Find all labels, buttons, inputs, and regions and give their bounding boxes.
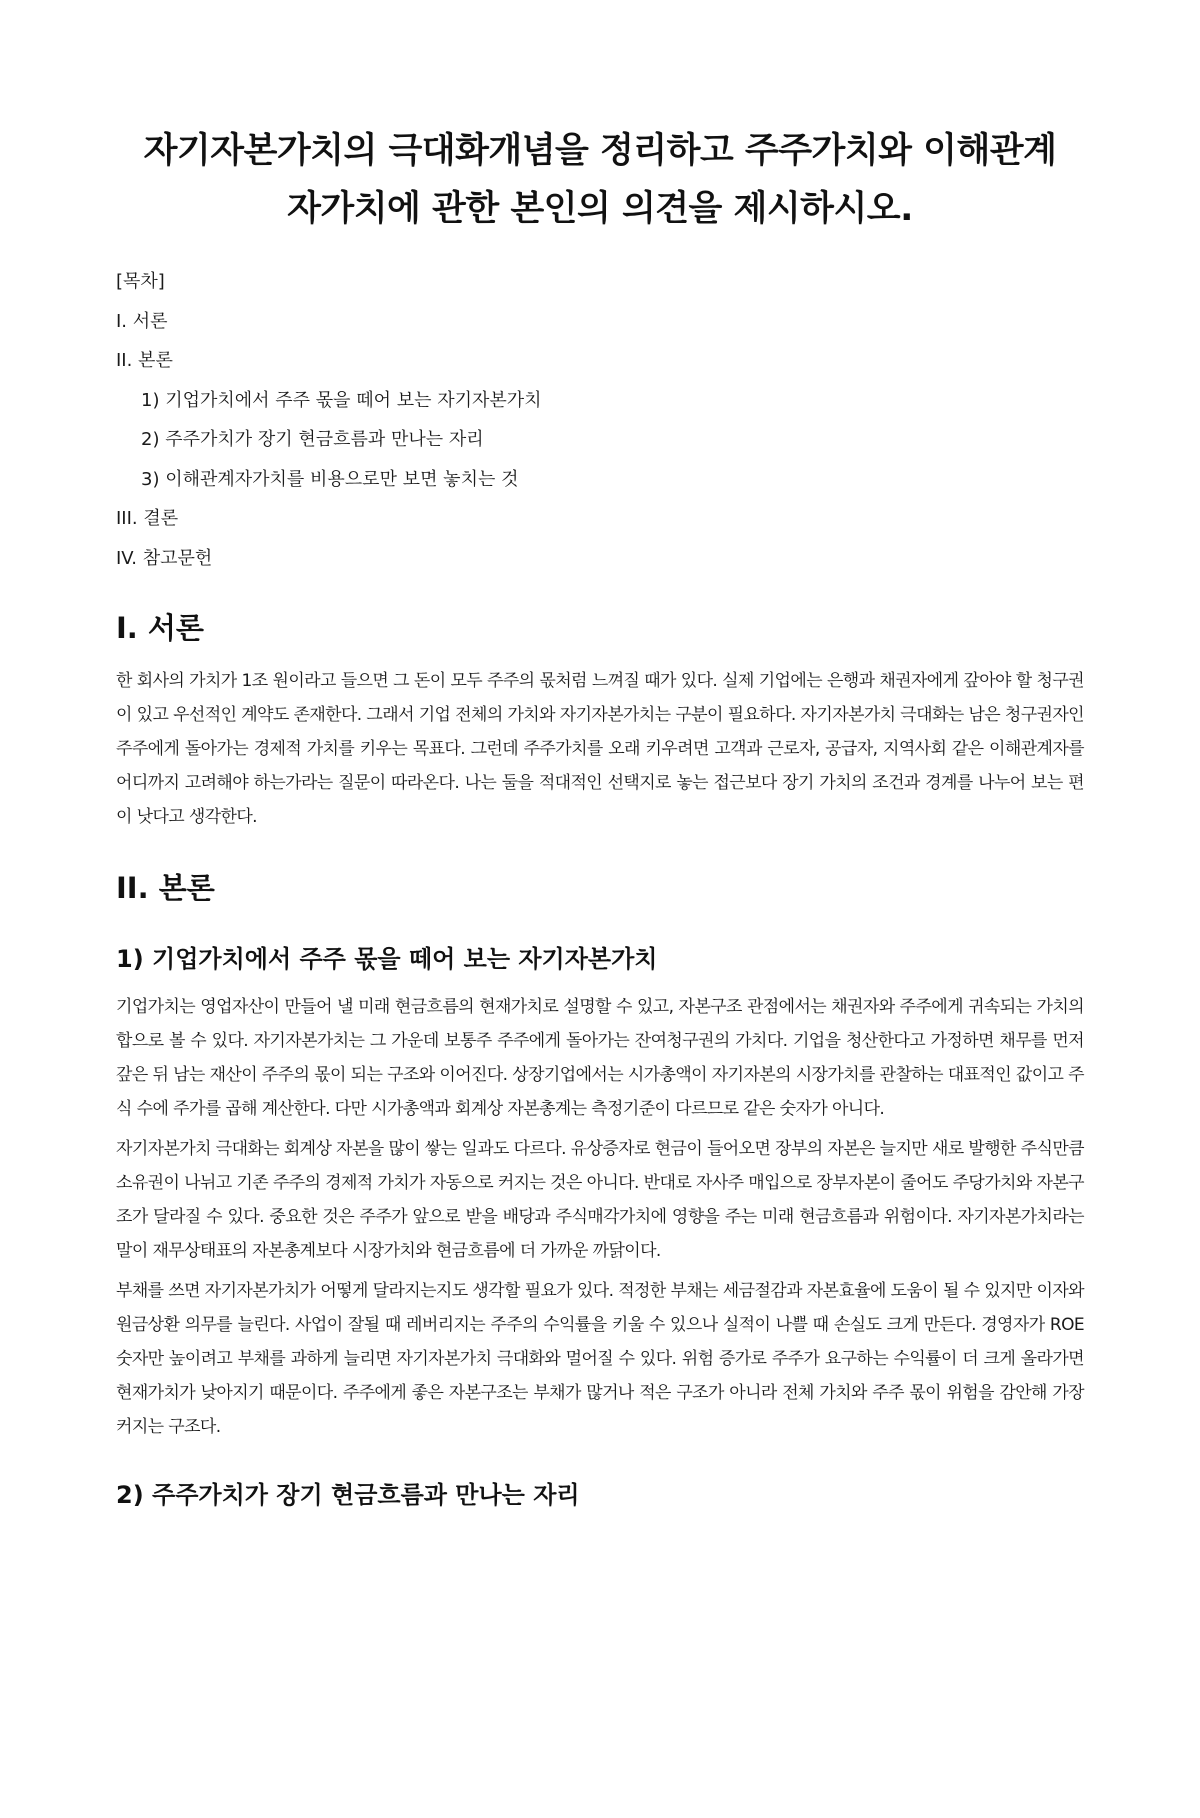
toc-heading: [목차] [116,271,165,292]
toc-item-body-1: 1) 기업가치에서 주주 몫을 떼어 보는 자기자본가치 [141,389,542,411]
toc-item-body-3: 3) 이해관계자가치를 비용으로만 보면 놓치는 것 [141,468,519,490]
title-line-2: 자가치에 관한 본인의 의견을 제시하시오. [287,189,913,229]
toc-item-body: II. 본론 [116,350,173,371]
document-page [0,122,1200,1818]
section-heading-intro: I. 서론 [116,611,204,645]
title-line-1: 자기자본가치의 극대화개념을 정리하고 주주가치와 이해관계 [143,131,1057,171]
intro-paragraph: 한 회사의 가치가 1조 원이라고 들으면 그 돈이 모두 주주의 몫처럼 느껴질 때가 있다. 실제 기업에는 은행과 채권자에게 갚아야 할 청구권이 있고 우선적인 계약도 존재한다. 그래서 기업 전체의 가치와 자기자본가치는 구분이 필요하다. 자기자본가치 극대화는 남은 청구권자인 주주에게 돌아가는 경제적 가치를 키우는 목표다. 그런데 주주가치를 오래 키우려면 고객과 근로자, 공급자, 지역사회 같은 이해관계자를 어디까지 고려해야 하는가라는 질문이 따라온다. 나는 둘을 적대적인 선택지로 놓는 접근보다 장기 가치의 조건과 경계를 나누어 보는 편이 낫다고 생각한다. [116,671,1084,827]
document-title [116,122,1084,238]
subsection-heading-2: 2) 주주가치가 장기 현금흐름과 만나는 자리 [116,1481,580,1509]
body-paragraph: 자기자본가치 극대화는 회계상 자본을 많이 쌓는 일과도 다르다. 유상증자로 현금이 들어오면 장부의 자본은 늘지만 새로 발행한 주식만큼 소유권이 나뉘고 기존 주주의 경제적 가치가 자동으로 커지는 것은 아니다. 반대로 자사주 매입으로 장부자본이 줄어도 주당가치와 자본구조가 달라질 수 있다. 중요한 것은 주주가 앞으로 받을 배당과 주식매각가치에 영향을 주는 미래 현금흐름과 위험이다. 자기자본가치라는 말이 재무상태표의 자본총계보다 시장가치와 현금흐름에 더 가까운 까닭이다. [116,1139,1084,1261]
subsection-heading-1: 1) 기업가치에서 주주 몫을 떼어 보는 자기자본가치 [116,945,658,973]
toc-item-intro: I. 서론 [116,310,168,332]
table-of-contents [116,262,1084,578]
toc-item-references: IV. 참고문헌 [116,547,213,569]
body-paragraph: 부채를 쓰면 자기자본가치가 어떻게 달라지는지도 생각할 필요가 있다. 적정한 부채는 세금절감과 자본효율에 도움이 될 수 있지만 이자와 원금상환 의무를 늘린다. 사업이 잘될 때 레버리지는 주주의 수익률을 키울 수 있으나 실적이 나쁠 때 손실도 크게 만든다. 경영자가 ROE 숫자만 높이려고 부채를 과하게 늘리면 자기자본가치 극대화와 멀어질 수 있다. 위험 증가로 주주가 요구하는 수익률이 더 크게 올라가면 현재가치가 낮아지기 때문이다. 주주에게 좋은 자본구조는 부채가 많거나 적은 구조가 아니라 전체 가치와 주주 몫이 위험을 감안해 가장 커지는 구조다. [116,1281,1084,1437]
section-heading-body: II. 본론 [116,871,215,905]
toc-item-conclusion: III. 결론 [116,508,179,529]
toc-item-body-2: 2) 주주가치가 장기 현금흐름과 만나는 자리 [141,429,484,450]
body-paragraph: 기업가치는 영업자산이 만들어 낼 미래 현금흐름의 현재가치로 설명할 수 있고, 자본구조 관점에서는 채권자와 주주에게 귀속되는 가치의 합으로 볼 수 있다. 자기자본가치는 그 가운데 보통주 주주에게 돌아가는 잔여청구권의 가치다. 기업을 청산한다고 가정하면 채무를 먼저 갚은 뒤 남는 재산이 주주의 몫이 되는 구조와 이어진다. 상장기업에서는 시가총액이 자기자본의 시장가치를 관찰하는 대표적인 값이고 주식 수에 주가를 곱해 계산한다. 다만 시가총액과 회계상 자본총계는 측정기준이 다르므로 같은 숫자가 아니다. [116,997,1084,1119]
